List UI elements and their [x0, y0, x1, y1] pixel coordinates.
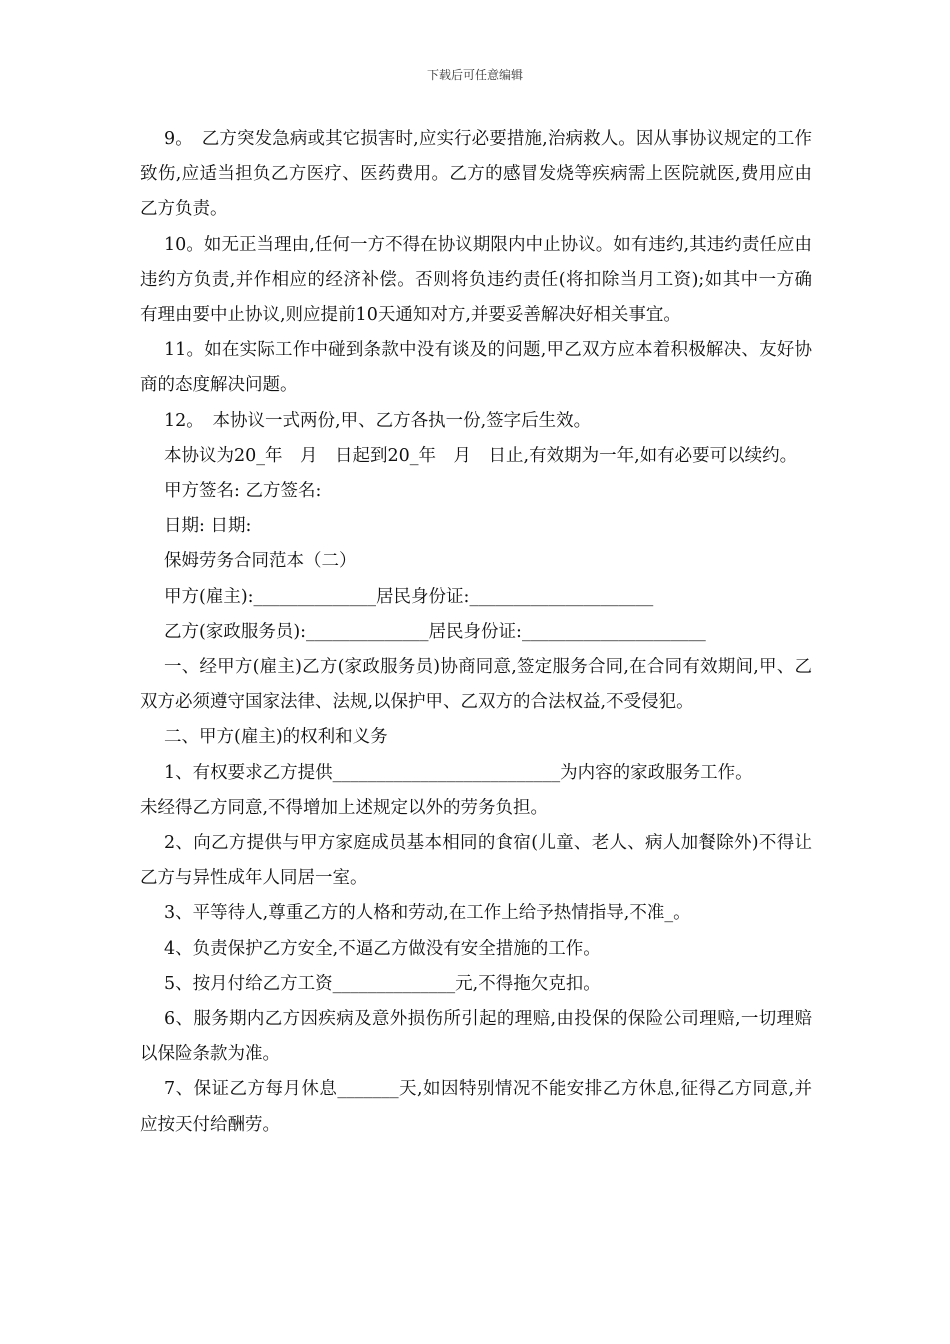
party-a-line: 甲方(雇主):______________居民身份证:_____________________ [164, 586, 654, 607]
paragraph-item-1-cont: 未经得乙方同意,不得增加上述规定以外的劳务负担。 [140, 797, 549, 818]
paragraph-clause-11: 11。如在实际工作中碰到条款中没有谈及的问题,甲乙双方应本着积极解决、友好协商的态度解决问题。 [140, 340, 812, 396]
paragraph-item-1: 1、有权要求乙方提供__________________________为内容的家政服务工作。 [164, 762, 753, 783]
document-body [140, 122, 812, 1143]
paragraph-item-4: 4、负责保护乙方安全,不逼乙方做没有安全措施的工作。 [164, 938, 601, 959]
section-title: 保姆劳务合同范本（二） [164, 551, 357, 572]
party-b-line: 乙方(家政服务员):______________居民身份证:_____________________ [164, 621, 706, 642]
paragraph-item-6: 6、服务期内乙方因疾病及意外损伤所引起的理赔,由投保的保险公司理赔,一切理赔以保险条款为准。 [140, 1009, 812, 1065]
signature-line: 甲方签名: 乙方签名: [164, 481, 322, 502]
paragraph-item-7: 7、保证乙方每月休息_______天,如因特别情况不能安排乙方休息,征得乙方同意,并应按天付给酬劳。 [140, 1079, 812, 1135]
paragraph-intro: 一、经甲方(雇主)乙方(家政服务员)协商同意,签定服务合同,在合同有效期间,甲、乙双方必须遵守国家法律、法规,以保护甲、乙双方的合法权益,不受侵犯。 [140, 657, 812, 713]
date-line: 日期: 日期: [164, 516, 252, 537]
paragraph-clause-10: 10。如无正当理由,任何一方不得在协议期限内中止协议。如有违约,其违约责任应由违约方负责,并作相应的经济补偿。否则将负违约责任(将扣除当月工资);如其中一方确有理由要中止协议,则应提前10天通知对方,并要妥善解决好相关事宜。 [140, 234, 812, 326]
paragraph-item-2: 2、向乙方提供与甲方家庭成员基本相同的食宿(儿童、老人、病人加餐除外)不得让乙方与异性成年人同居一室。 [140, 833, 812, 889]
paragraph-clause-9: 9。 乙方突发急病或其它损害时,应实行必要措施,治病救人。因从事协议规定的工作致伤,应适当担负乙方医疗、医药费用。乙方的感冒发烧等疾病需上医院就医,费用应由乙方负责。 [140, 129, 812, 220]
page-header: 下载后可任意编辑 [426, 68, 523, 82]
paragraph-term: 本协议为20_年 月 日起到20_年 月 日止,有效期为一年,如有必要可以续约。 [164, 445, 798, 466]
section-heading-rights: 二、甲方(雇主)的权利和义务 [164, 727, 388, 748]
paragraph-item-3: 3、平等待人,尊重乙方的人格和劳动,在工作上给予热情指导,不准_。 [164, 903, 691, 924]
paragraph-item-5: 5、按月付给乙方工资______________元,不得拖欠克扣。 [164, 973, 601, 994]
paragraph-clause-12: 12。 本协议一式两份,甲、乙方各执一份,签字后生效。 [164, 410, 592, 431]
